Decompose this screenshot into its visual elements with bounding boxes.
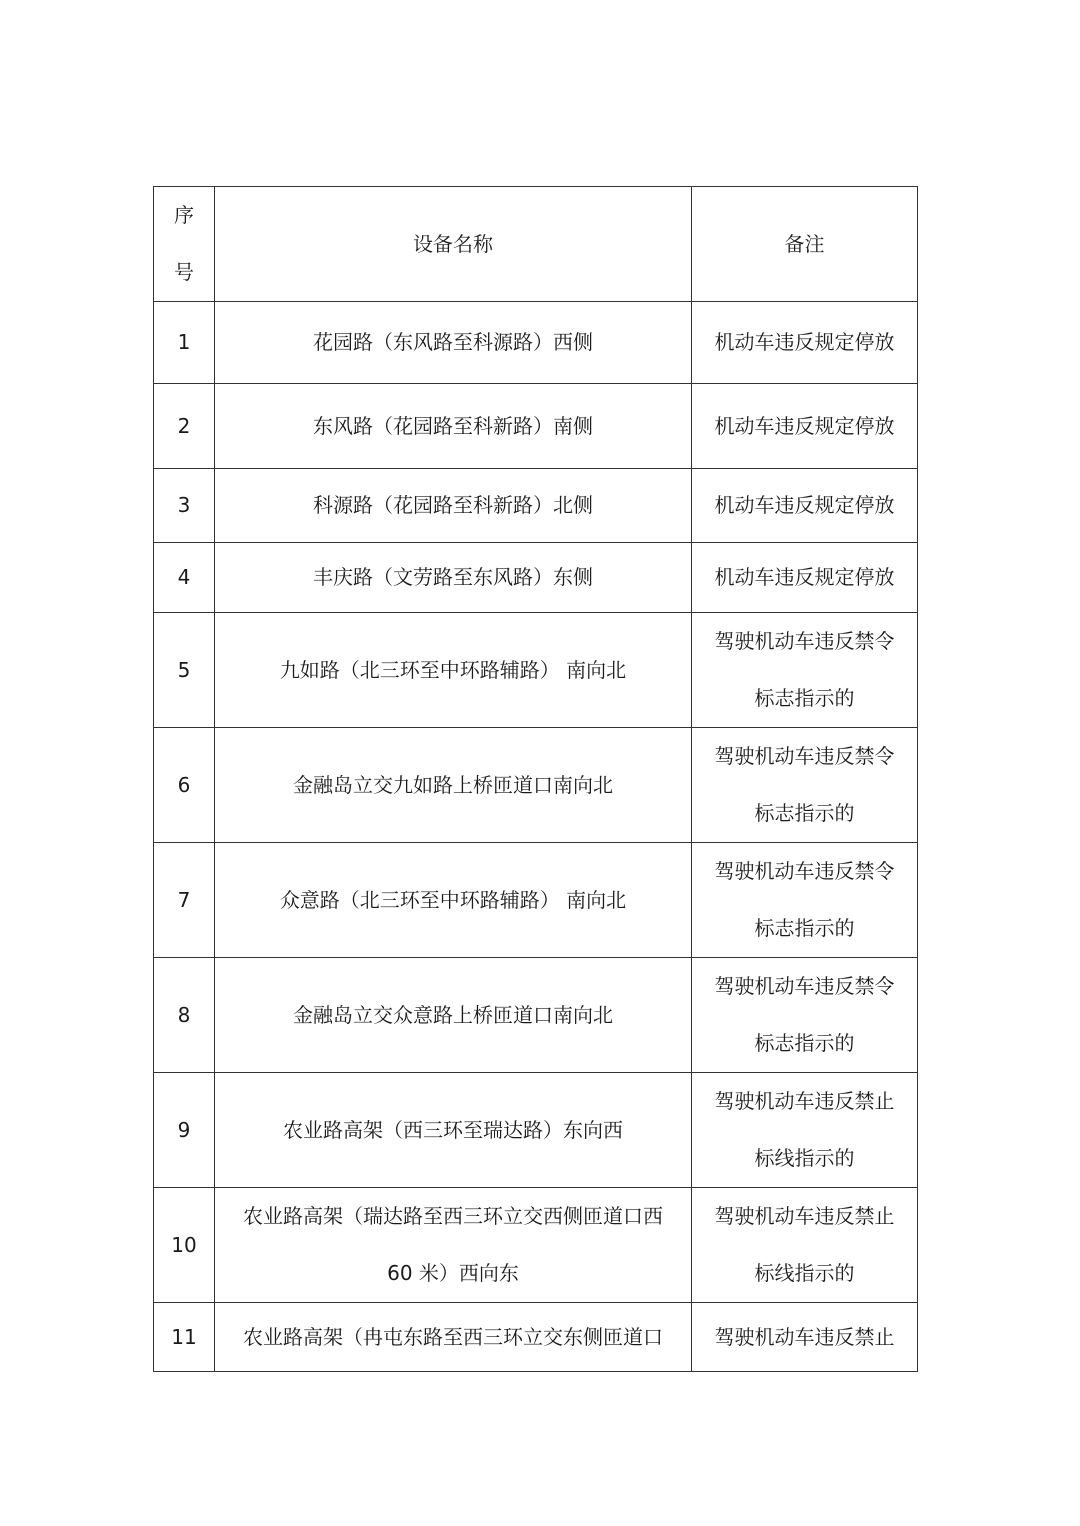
row-note: 机动车违反规定停放 (692, 384, 918, 469)
table-header-row (154, 187, 918, 302)
row-name: 丰庆路（文劳路至东风路）东侧 (215, 543, 692, 613)
table-row (154, 843, 918, 958)
row-note: 驾驶机动车违反禁令 标志指示的 (692, 728, 918, 843)
table-row (154, 384, 918, 469)
table-row (154, 543, 918, 613)
row-seq: 8 (154, 958, 215, 1073)
row-note: 驾驶机动车违反禁止 标线指示的 (692, 1188, 918, 1303)
table-row (154, 958, 918, 1073)
row-name: 科源路（花园路至科新路）北侧 (215, 469, 692, 543)
table-row (154, 302, 918, 384)
row-seq: 6 (154, 728, 215, 843)
row-note: 机动车违反规定停放 (692, 543, 918, 613)
row-note: 机动车违反规定停放 (692, 469, 918, 543)
row-name: 东风路（花园路至科新路）南侧 (215, 384, 692, 469)
table-row (154, 613, 918, 728)
row-name: 金融岛立交众意路上桥匝道口南向北 (215, 958, 692, 1073)
row-name: 众意路（北三环至中环路辅路） 南向北 (215, 843, 692, 958)
table-row (154, 728, 918, 843)
table-row (154, 1188, 918, 1303)
table-row (154, 1073, 918, 1188)
row-note: 驾驶机动车违反禁令 标志指示的 (692, 613, 918, 728)
row-name: 金融岛立交九如路上桥匝道口南向北 (215, 728, 692, 843)
row-note: 驾驶机动车违反禁止 标线指示的 (692, 1073, 918, 1188)
row-seq: 2 (154, 384, 215, 469)
row-seq: 3 (154, 469, 215, 543)
row-name: 农业路高架（瑞达路至西三环立交西侧匝道口西 60 米）西向东 (215, 1188, 692, 1303)
header-name: 设备名称 (215, 187, 692, 302)
row-note: 驾驶机动车违反禁止 (692, 1303, 918, 1372)
row-seq: 7 (154, 843, 215, 958)
row-name: 农业路高架（冉屯东路至西三环立交东侧匝道口 (215, 1303, 692, 1372)
row-seq: 4 (154, 543, 215, 613)
header-seq: 序 号 (154, 187, 215, 302)
device-table (153, 186, 918, 1372)
row-name: 花园路（东风路至科源路）西侧 (215, 302, 692, 384)
row-seq: 1 (154, 302, 215, 384)
table-row (154, 1303, 918, 1372)
row-name: 农业路高架（西三环至瑞达路）东向西 (215, 1073, 692, 1188)
row-name: 九如路（北三环至中环路辅路） 南向北 (215, 613, 692, 728)
row-note: 驾驶机动车违反禁令 标志指示的 (692, 958, 918, 1073)
row-seq: 5 (154, 613, 215, 728)
row-note: 机动车违反规定停放 (692, 302, 918, 384)
row-note: 驾驶机动车违反禁令 标志指示的 (692, 843, 918, 958)
table-row (154, 469, 918, 543)
row-seq: 11 (154, 1303, 215, 1372)
row-seq: 10 (154, 1188, 215, 1303)
header-note: 备注 (692, 187, 918, 302)
row-seq: 9 (154, 1073, 215, 1188)
